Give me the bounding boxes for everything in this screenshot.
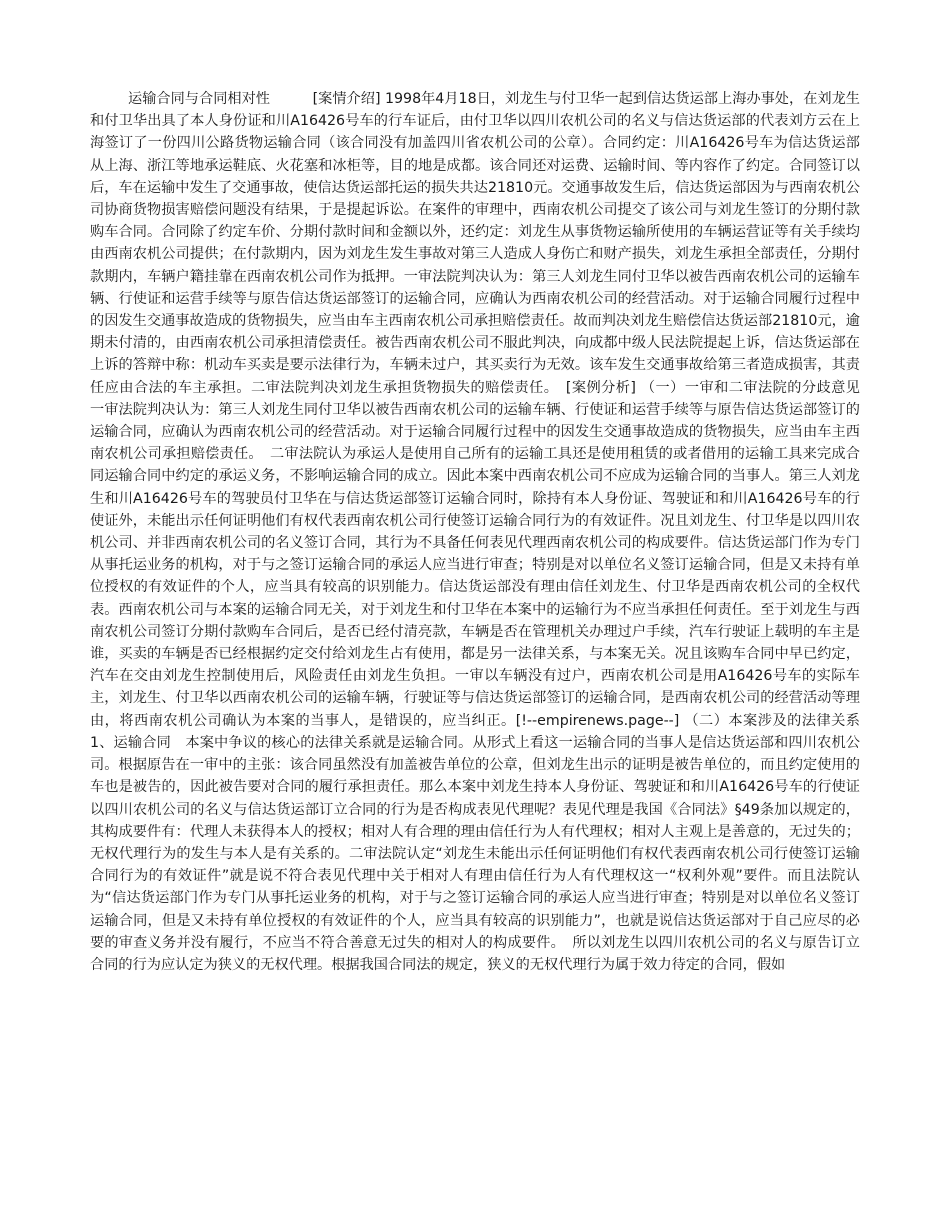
document-page — [90, 88, 875, 976]
document-body-paragraph: 运输合同与合同相对性 [案情介绍] 1998年4月18日，刘龙生与付卫华一起到信达货运部上海办事处，在刘龙生和付卫华出具了本人身份证和川A16426号车的行车证后，由付卫华以四川农机公司的名义与信达货运部的代表刘方云在上海签订了一份四川公路货物运输合同（该合同没有加盖四川省农机公司的公章）。合同约定：川A16426号车为信达货运部从上海、浙江等地承运鞋底、火花塞和冰柜等，目的地是成都。该合同还对运费、运输时间、等内容作了约定。合同签订以后，车在运输中发生了交通事故，使信达货运部托运的损失共达21810元。交通事故发生后，信达货运部因为与西南农机公司协商货物损害赔偿问题没有结果，于是提起诉讼。在案件的审理中，西南农机公司提交了该公司与刘龙生签订的分期付款购车合同。合同除了约定车价、分期付款时间和金额以外，还约定：刘龙生从事货物运输所使用的车辆运营证等有关手续均由西南农机公司提供；在付款期内，因为刘龙生发生事故对第三人造成人身伤亡和财产损失，刘龙生承担全部责任，分期付款期内，车辆户籍挂靠在西南农机公司作为抵押。一审法院判决认为：第三人刘龙生同付卫华以被告西南农机公司的运输车辆、行使证和运营手续等与原告信达货运部签订的运输合同，应确认为西南农机公司的经营活动。对于运输合同履行过程中的因发生交通事故造成的货物损失，应当由车主西南农机公司承担赔偿责任。故而判决刘龙生赔偿信达货运部21810元，逾期未付清的，由西南农机公司承担清偿责任。被告西南农机公司不服此判决，向成都中级人民法院提起上诉，信达货运部在上诉的答辩中称：机动车买卖是要示法律行为，车辆未过户，其买卖行为无效。该车发生交通事故给第三者造成损害，其责任应由合法的车主承担。二审法院判决刘龙生承担货物损失的赔偿责任。 [案例分析] （一）一审和二审法院的分歧意见 一审法院判决认为：第三人刘龙生同付卫华以被告西南农机公司的运输车辆、行使证和运营手续等与原告信达货运部签订的运输合同，应确认为西南农机公司的经营活动。对于运输合同履行过程中的因发生交通事故造成的货物损失，应当由车主西南农机公司承担赔偿责任。 二审法院认为承运人是使用自己所有的运输工具还是使用租赁的或者借用的运输工具来完成合同运输合同中约定的承运义务，不影响运输合同的成立。因此本案中西南农机公司不应成为运输合同的当事人。第三人刘龙生和川A16426号车的驾驶员付卫华在与信达货运部签订运输合同时，除持有本人身份证、驾驶证和和川A16426号车的行使证外，未能出示任何证明他们有权代表西南农机公司行使签订运输合同行为的有效证件。况且刘龙生、付卫华是以四川农机公司、并非西南农机公司的名义签订合同，其行为不具备任何表见代理西南农机公司的构成要件。信达货运部门作为专门从事托运业务的机构，对于与之签订运输合同的承运人应当进行审查；特别是对以单位名义签订运输合同，但是又未持有单位授权的有效证件的个人，应当具有较高的识别能力。信达货运部没有理由信任刘龙生、付卫华是西南农机公司的全权代表。西南农机公司与本案的运输合同无关，对于刘龙生和付卫华在本案中的运输行为不应当承担任何责任。至于刘龙生与西南农机公司签订分期付款购车合同后，是否已经付清亮款，车辆是否在管理机关办理过户手续，汽车行驶证上载明的车主是谁，买卖的车辆是否已经根据约定交付给刘龙生占有使用，都是另一法律关系，与本案无关。况且该购车合同中早已约定，汽车在交由刘龙生控制使用后，风险责任由刘龙生负担。一审以车辆没有过户，西南农机公司是用A16426号车的实际车主，刘龙生、付卫华以西南农机公司的运输车辆，行驶证等与信达货运部签订的运输合同，是西南农机公司的经营活动等理由，将西南农机公司确认为本案的当事人，是错误的，应当纠正。[!--empirenews.page--] （二）本案涉及的法律关系 1、运输合同 本案中争议的核心的法律关系就是运输合同。从形式上看这一运输合同的当事人是信达货运部和四川农机公司。根据原告在一审中的主张：该合同虽然没有加盖被告单位的公章，但刘龙生出示的证明是被告单位的，而且约定使用的车也是被告的，因此被告要对合同的履行承担责任。那么本案中刘龙生持本人身份证、驾驶证和和川A16426号车的行使证以四川农机公司的名义与信达货运部订立合同的行为是否构成表见代理呢？表见代理是我国《合同法》§49条加以规定的，其构成要件有：代理人未获得本人的授权；相对人有合理的理由信任行为人有代理权；相对人主观上是善意的，无过失的；无权代理行为的发生与本人是有关系的。二审法院认定“刘龙生未能出示任何证明他们有权代表西南农机公司行使签订运输合同行为的有效证件”就是说不符合表见代理中关于相对人有理由信任行为人有代理权这一“权利外观”要件。而且法院认为“信达货运部门作为专门从事托运业务的机构，对于与之签订运输合同的承运人应当进行审查；特别是对以单位名义签订运输合同，但是又未持有单位授权的有效证件的个人，应当具有较高的识别能力”，也就是说信达货运部对于自己应尽的必要的审查义务并没有履行，不应当不符合善意无过失的相对人的构成要件。 所以刘龙生以四川农机公司的名义与原告订立合同的行为应认定为狭义的无权代理。根据我国合同法的规定，狭义的无权代理行为属于效力待定的合同，假如 — [90, 91, 875, 973]
